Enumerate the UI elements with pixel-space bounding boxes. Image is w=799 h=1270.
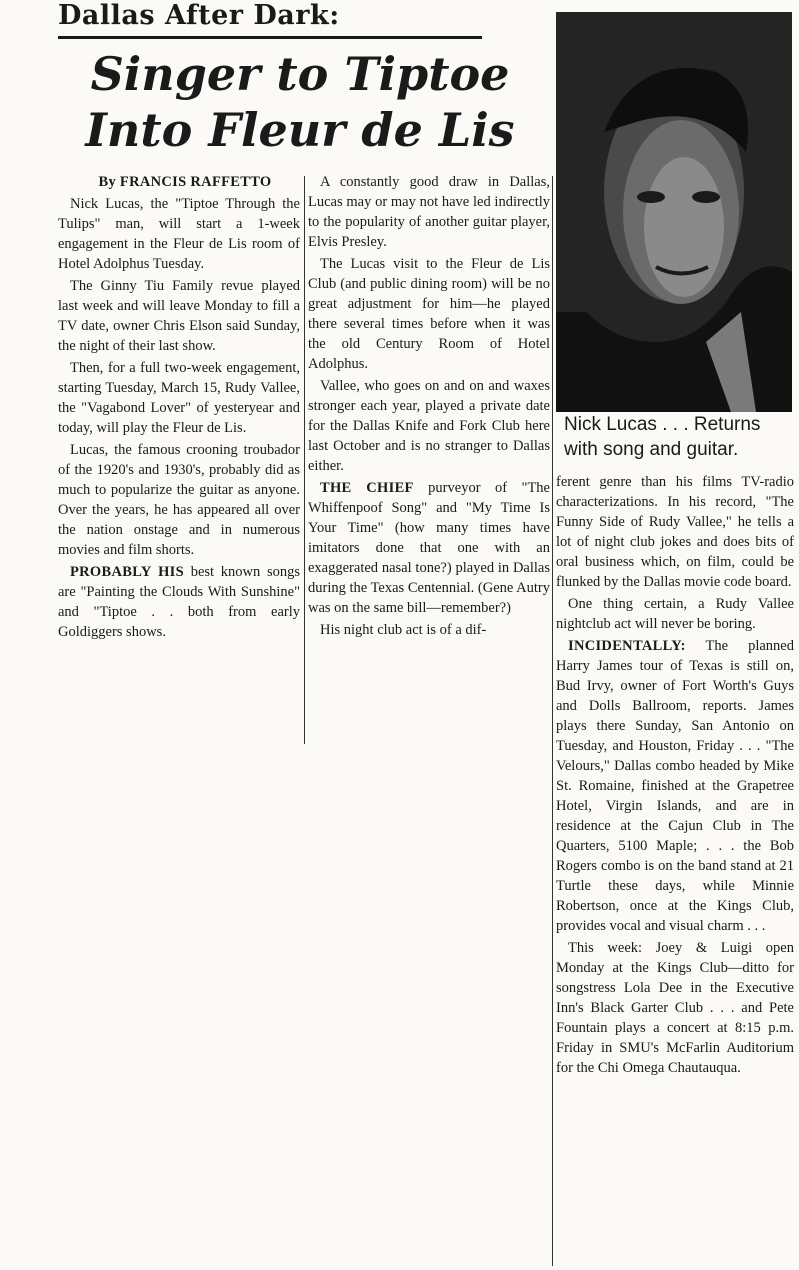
column-divider-2 <box>552 176 553 1266</box>
col2-paragraph-1: A constantly good draw in Dallas, Lucas may or may not have led indirectly to the popularity of another guitar player, Elvis Presley. <box>308 174 550 250</box>
article-column-1 <box>58 172 300 644</box>
portrait-photo <box>556 12 792 412</box>
photo-caption <box>564 412 792 462</box>
article-column-3 <box>556 472 794 1080</box>
column-divider-1 <box>304 176 305 744</box>
headline-line-2: Into Fleur de Lis <box>85 103 515 157</box>
col2-paragraph-5: His night club act is of a dif- <box>320 622 487 638</box>
headline-line-1: Singer to Tiptoe <box>90 47 510 101</box>
byline: By FRANCIS RAFFETTO <box>98 174 272 190</box>
col2-paragraph-3: Vallee, who goes on and on and waxes stronger each year, played a private date for the Dallas Knife and Fork Club here last October and is no stranger to Dallas either. <box>308 378 550 474</box>
section-kicker: Dallas After Dark: <box>58 0 340 31</box>
col3-paragraph-3 <box>556 636 794 936</box>
col1-paragraph-1: Nick Lucas, the "Tiptoe Through the Tulips" man, will start a 1-week engagement in the Fleur de Lis room of Hotel Adolphus Tuesday. <box>58 196 300 272</box>
col3-paragraph-3-text: The planned Harry James tour of Texas is still on, Bud Irvy, owner of Fort Worth's Guys and Dolls Ballroom, reports. James plays there Sunday, San Antonio on Tuesday, and Houston, Friday . . . "The Velours," Dallas combo headed by Mike St. Romaine, finished at the Grapetree Hotel, Virgin Islands, and are in residence at the Cajun Club in The Quarters, 5100 Maple; . . . the Bob Rogers combo is on the band stand at 21 Turtle these days, while Minnie Robertson, once at the Kings Club, provides vocal and visual charm . . . <box>556 638 794 934</box>
col2-paragraph-4-lead: THE CHIEF <box>320 480 414 496</box>
col3-paragraph-3-lead: INCIDENTALLY: <box>568 638 686 654</box>
photo-caption-line-2: with song and guitar. <box>564 439 739 460</box>
col1-paragraph-5-text: best known songs are "Painting the Clouds With Sunshine" and "Tiptoe . . both from early Goldiggers shows. <box>58 564 300 640</box>
col2-paragraph-4-text: purveyor of "The Whiffenpoof Song" and "My Time Is Your Time" (how many times have imitators done that one with an exaggerated nasal tone?) played in Dallas during the Texas Centennial. (Gene Autry was on the same bill—remember?) <box>308 480 550 616</box>
col3-paragraph-4: This week: Joey & Luigi open Monday at the Kings Club—ditto for songstress Lola Dee in the Executive Inn's Black Garter Club . . . and Pete Fountain plays a concert at 8:15 p.m. Friday in SMU's McFarlin Auditorium for the Chi Omega Chautauqua. <box>556 940 794 1076</box>
col1-paragraph-3: Then, for a full two-week engagement, starting Tuesday, March 15, Rudy Vallee, the "Vagabond Lover" of yesteryear and today, will play the Fleur de Lis. <box>58 360 300 436</box>
col2-paragraph-2: The Lucas visit to the Fleur de Lis Club (and public dining room) will be no great adjustment for him—he played there several times before when it was the old Century Room of Hotel Adolphus. <box>308 256 550 372</box>
col3-paragraph-1: ferent genre than his films TV-radio characterizations. In his record, "The Funny Side of Rudy Vallee," he tells a lot of night club jokes and does bits of oral business which, on film, could be flunked by the Dallas movie code board. <box>556 474 794 590</box>
col1-paragraph-5-lead: PROBABLY HIS <box>70 564 184 580</box>
col1-paragraph-4: Lucas, the famous crooning troubador of the 1920's and 1930's, probably did as much to popularize the guitar as anyone. Over the years, he has appeared all over the nation onstage and in numerous movies and film shorts. <box>58 442 300 558</box>
photo-caption-line-1: Nick Lucas . . . Returns <box>564 414 761 435</box>
col1-paragraph-5 <box>58 562 300 642</box>
portrait-image <box>556 12 792 412</box>
kicker-rule <box>58 36 482 39</box>
col1-paragraph-2: The Ginny Tiu Family revue played last week and will leave Monday to fill a TV date, owner Chris Elson said Sunday, the night of their last show. <box>58 278 300 354</box>
headline <box>60 46 540 158</box>
col3-paragraph-2: One thing certain, a Rudy Vallee nightclub act will never be boring. <box>556 596 794 632</box>
article-column-2 <box>308 172 550 642</box>
col2-paragraph-4 <box>308 478 550 618</box>
